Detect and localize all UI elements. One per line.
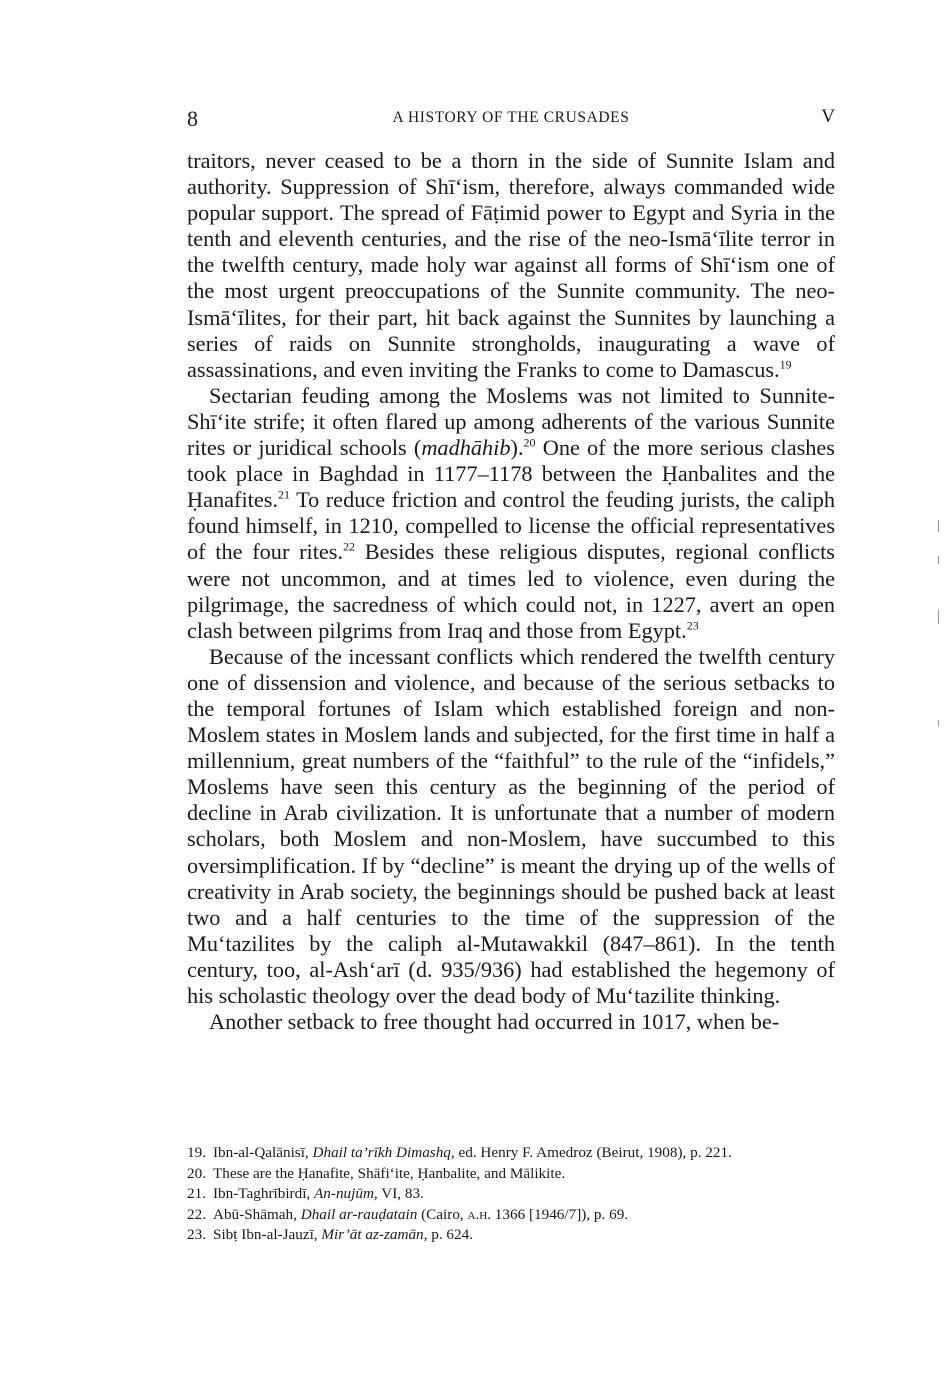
- running-head: [187, 104, 835, 132]
- footnote-reference: 20: [523, 435, 536, 450]
- text-segment: Ibn-al-Qalānisī,: [213, 1144, 313, 1161]
- footnote-reference: 19: [779, 357, 792, 372]
- text-segment: 1366 [1946/7]), p. 69.: [491, 1205, 629, 1223]
- text-segment: These are the Ḥanafite, Shāfi‘ite, Ḥanbalite, and Mālikite.: [213, 1164, 566, 1182]
- text-segment: p. 624.: [427, 1226, 473, 1243]
- paragraph: [187, 1009, 835, 1035]
- italic-text: Mir’āt az-zamān,: [321, 1226, 428, 1243]
- body-text: [187, 148, 835, 1035]
- text-segment: To reduce friction and control the feuding jurists, the caliph found himself, in 1210, compelled to license the official representatives of the four rites.: [187, 487, 835, 565]
- scan-margin-marks: [938, 520, 942, 820]
- footnote-number: 22.: [187, 1205, 206, 1223]
- text-segment: VI, 83.: [377, 1185, 424, 1202]
- italic-text: madhāhib: [421, 435, 511, 461]
- footnote-number: 23.: [187, 1226, 206, 1243]
- italic-text: An-nujūm,: [314, 1185, 378, 1202]
- footnote: [187, 1205, 835, 1226]
- page-number: 8: [187, 106, 198, 131]
- text-segment: ed. Henry F. Amedroz (Beirut, 1908), p. 221.: [454, 1144, 732, 1161]
- text-segment: Another setback to free thought had occurred in 1017, when be-: [209, 1009, 780, 1035]
- paragraph: [187, 644, 835, 1009]
- italic-text: Dhail ta’rīkh Dimashq,: [312, 1144, 455, 1161]
- text-segment: traitors, never ceased to be a thorn in the side of Sunnite Islam and authority. Suppression of Shī‘ism, therefore, always commanded wide popular support. The spread of Fāṭimid power to Egypt and Syria in the tenth and eleventh centuries, and the rise of the neo-Ismā‘īlite terror in the twelfth century, made holy war against all forms of Shī‘ism one of the most urgent preoccupations of the Sunnite community. The neo-Ismā‘īlites, for their part, hit back against the Sunnites by launching a series of raids on Sunnite strongholds, inaugurating a wave of assassinations, and even inviting the Franks to come to Damascus.: [187, 148, 835, 382]
- italic-text: Dhail ar-rauḍatain: [300, 1205, 418, 1223]
- text-segment: Sectarian feuding among the Moslems was not limited to Sunnite-Shī‘ite strife; it often flared up among adherents of the various Sunnite rites or juridical schools (: [187, 382, 835, 461]
- text-segment: One of the more serious clashes took place in Baghdad in 1177–1178 between the Ḥanbalites and the Ḥanafites.: [187, 435, 835, 513]
- text-segment: Ibn-Taghrībirdī,: [213, 1185, 315, 1202]
- small-caps-text: a.h.: [467, 1205, 491, 1223]
- footnote-number: 21.: [187, 1185, 206, 1202]
- footnote-number: 19.: [187, 1144, 206, 1161]
- footnote: [187, 1164, 835, 1185]
- chapter-number: V: [821, 106, 835, 127]
- running-title: A HISTORY OF THE CRUSADES: [392, 109, 630, 126]
- footnote: [187, 1225, 835, 1246]
- text-segment: Abū-Shāmah,: [213, 1205, 301, 1223]
- text-segment: Because of the incessant conflicts which rendered the twelfth century one of dissension and violence, and because of the serious setbacks to the temporal fortunes of Islam which established foreign and non-Moslem states in Moslem lands and subjected, for the first time in half a millennium, great numbers of the “faithful” to the rule of the “infidels,” Moslems have seen this century as the beginning of the period of decline in Arab civilization. It is unfortunate that a number of modern scholars, both Moslem and non-Moslem, have succumbed to this oversimplification. If by “decline” is meant the drying up of the wells of creativity in Arab society, the beginnings should be pushed back at least two and a half centuries to the time of the suppression of the Mu‘tazilites by the caliph al-Mutawakkil (847–861). In the tenth century, too, al-Ash‘arī (d. 935/936) had established the hegemony of his scholastic theology over the dead body of Mu‘tazilite thinking.: [187, 643, 835, 1008]
- text-segment: Sibṭ Ibn-al-Jauzī,: [213, 1226, 322, 1243]
- footnote-reference: 22: [343, 539, 356, 554]
- footnote: [187, 1184, 835, 1205]
- footnote-reference: 23: [686, 618, 699, 633]
- paragraph: [187, 148, 835, 383]
- footnote-reference: 21: [278, 487, 291, 502]
- paragraph: [187, 383, 835, 644]
- footnote: [187, 1143, 835, 1164]
- footnote-number: 20.: [187, 1164, 206, 1182]
- text-segment: Besides these religious disputes, regional conflicts were not uncommon, and at times led to violence, even during the pilgrimage, the sacredness of which could not, in 1227, avert an open clash between pilgrims from Iraq and those from Egypt.: [187, 539, 835, 643]
- footnotes: [187, 1143, 835, 1246]
- text-segment: (Cairo,: [417, 1205, 468, 1223]
- text-segment: ).: [510, 435, 524, 461]
